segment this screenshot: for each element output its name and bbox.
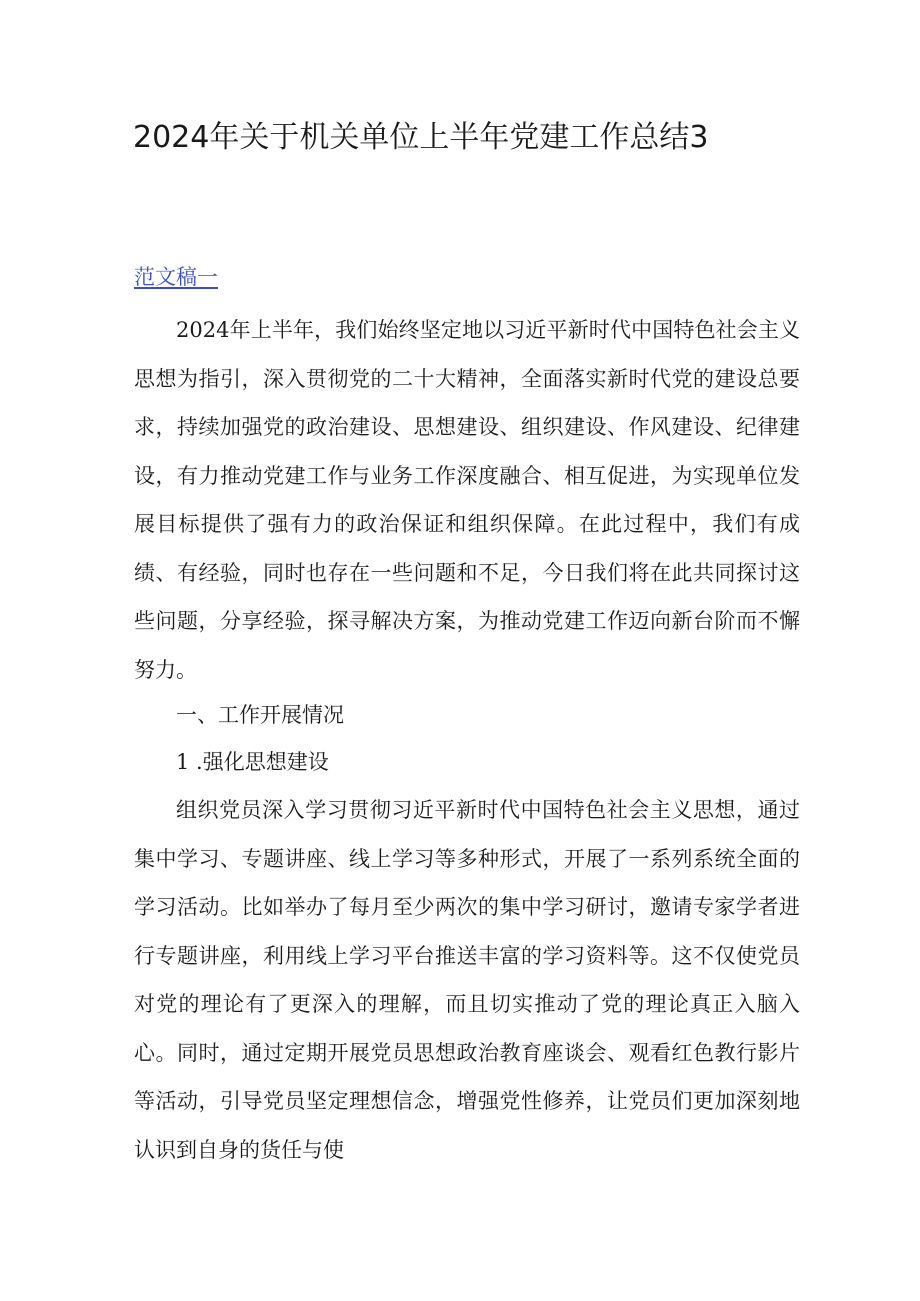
body-paragraph: 组织党员深入学习贯彻习近平新时代中国特色社会主义思想，通过集中学习、专题讲座、线上学习等多种形式，开展了一系列系统全面的学习活动。比如举办了每月至少两次的集中学习研讨，邀请专家学者进行专题讲座，利用线上学习平台推送丰富的学习资料等。这不仅使党员对党的理论有了更深入的理解，而且切实推动了党的理论真正入脑入心。同时，通过定期开展党员思想政治教育座谈会、观看红色教行影片等活动，引导党员坚定理想信念，增强党性修养，让党员们更加深刻地认识到自身的货任与使 [134,798,800,1162]
intro-paragraph: 2024年上半年，我们始终坚定地以习近平新时代中国特色社会主义思想为指引，深入贯彻党的二十大精神，全面落实新时代党的建设总要求，持续加强党的政治建设、思想建设、组织建设、作风建设、纪律建设，有力推动党建工作与业务工作深度融合、相互促进，为实现单位发展目标提供了强有力的政治保证和组织保障。在此过程中，我们有成绩、有经验，同时也存在一些问题和不足，今日我们将在此共同探讨这些问题，分享经验，探寻解决方案，为推动党建工作迈向新台阶而不懈努力。 [134,318,800,682]
draft-link[interactable]: 范文稿一 [134,265,218,289]
document-title: 2024年关于机关单位上半年党建工作总结3 [133,120,709,155]
subsection-heading: 1 .强化思想建设 [176,750,329,774]
section-heading: 一、工作开展情况 [176,703,344,727]
